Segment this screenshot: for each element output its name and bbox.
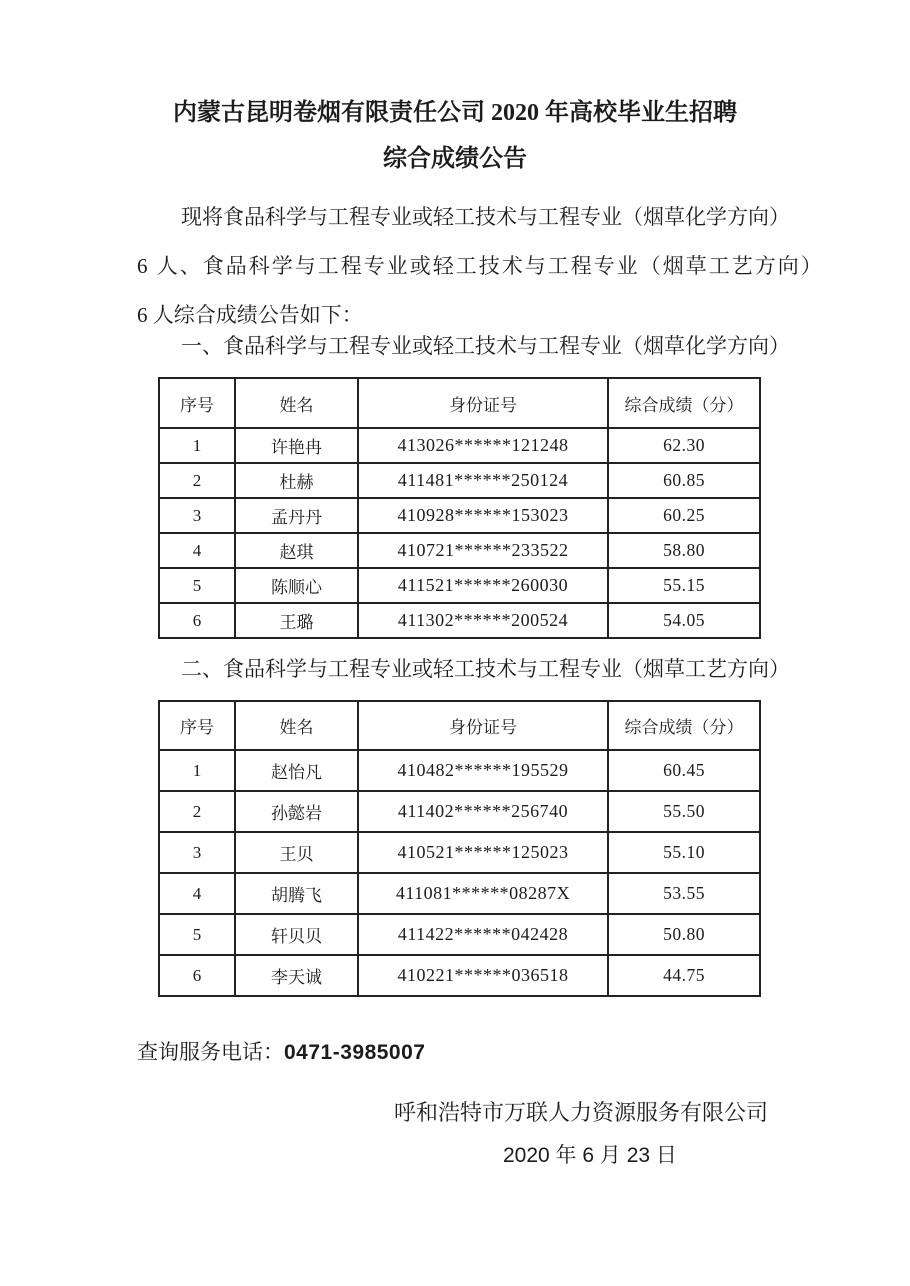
table-header-row [159,378,760,428]
score-cell: 44.75 [608,955,760,996]
name-cell: 李天诚 [235,955,358,996]
issue-date: 2020 年 6 月 23 日 [503,1144,677,1167]
seq-cell: 6 [159,603,235,638]
score-cell: 53.55 [608,873,760,914]
score-cell: 60.45 [608,750,760,791]
id-cell: 411081******08287X [358,873,608,914]
table-row [159,533,760,568]
name-cell: 孟丹丹 [235,498,358,533]
id-cell: 411302******200524 [358,603,608,638]
seq-cell: 4 [159,873,235,914]
score-table-technology [158,700,761,997]
score-table-chemistry [158,377,761,639]
section-heading-chemistry: 一、食品科学与工程专业或轻工技术与工程专业（烟草化学方向） [181,334,790,358]
id-cell: 410482******195529 [358,750,608,791]
service-phone-number: 0471-3985007 [284,1041,426,1064]
name-cell: 陈顺心 [235,568,358,603]
table-row [159,498,760,533]
seq-cell: 1 [159,428,235,463]
column-header-score: 综合成绩（分） [608,378,760,428]
table-row [159,914,760,955]
id-cell: 410721******233522 [358,533,608,568]
score-cell: 55.15 [608,568,760,603]
table-row [159,603,760,638]
name-cell: 王贝 [235,832,358,873]
score-cell: 55.50 [608,791,760,832]
table-row [159,750,760,791]
page-title-line1: 内蒙古昆明卷烟有限责任公司 2020 年高校毕业生招聘 [173,100,737,126]
name-cell: 杜赫 [235,463,358,498]
score-cell: 58.80 [608,533,760,568]
column-header-score: 综合成绩（分） [608,701,760,750]
table-row [159,955,760,996]
column-header-name: 姓名 [235,701,358,750]
score-cell: 54.05 [608,603,760,638]
intro-paragraph-line3: 6 人综合成绩公告如下： [137,303,363,327]
seq-cell: 4 [159,533,235,568]
issuing-company: 呼和浩特市万联人力资源服务有限公司 [394,1100,769,1125]
column-header-seq: 序号 [159,701,235,750]
service-phone-line [137,1036,425,1066]
score-cell: 62.30 [608,428,760,463]
table-header-row [159,701,760,750]
name-cell: 轩贝贝 [235,914,358,955]
name-cell: 王璐 [235,603,358,638]
intro-paragraph-line1: 现将食品科学与工程专业或轻工技术与工程专业（烟草化学方向） [181,205,790,229]
column-header-name: 姓名 [235,378,358,428]
score-cell: 55.10 [608,832,760,873]
seq-cell: 3 [159,832,235,873]
seq-cell: 6 [159,955,235,996]
table-row [159,568,760,603]
table-row [159,791,760,832]
id-cell: 411521******260030 [358,568,608,603]
page-title-line2: 综合成绩公告 [383,146,527,172]
name-cell: 赵怡凡 [235,750,358,791]
seq-cell: 5 [159,914,235,955]
table-row [159,428,760,463]
id-cell: 413026******121248 [358,428,608,463]
id-cell: 411481******250124 [358,463,608,498]
intro-paragraph-line2: 6 人、食品科学与工程专业或轻工技术与工程专业（烟草工艺方向） [137,254,824,278]
id-cell: 411402******256740 [358,791,608,832]
section-heading-technology: 二、食品科学与工程专业或轻工技术与工程专业（烟草工艺方向） [181,657,790,681]
column-header-id: 身份证号 [358,701,608,750]
seq-cell: 5 [159,568,235,603]
table-row [159,873,760,914]
name-cell: 胡腾飞 [235,873,358,914]
id-cell: 410221******036518 [358,955,608,996]
table-row [159,463,760,498]
score-cell: 60.25 [608,498,760,533]
seq-cell: 2 [159,791,235,832]
service-phone-label: 查询服务电话： [137,1041,284,1064]
table-row [159,832,760,873]
score-cell: 50.80 [608,914,760,955]
id-cell: 410928******153023 [358,498,608,533]
seq-cell: 1 [159,750,235,791]
column-header-id: 身份证号 [358,378,608,428]
id-cell: 410521******125023 [358,832,608,873]
name-cell: 许艳冉 [235,428,358,463]
id-cell: 411422******042428 [358,914,608,955]
score-cell: 60.85 [608,463,760,498]
seq-cell: 3 [159,498,235,533]
seq-cell: 2 [159,463,235,498]
column-header-seq: 序号 [159,378,235,428]
name-cell: 孙懿岩 [235,791,358,832]
name-cell: 赵琪 [235,533,358,568]
